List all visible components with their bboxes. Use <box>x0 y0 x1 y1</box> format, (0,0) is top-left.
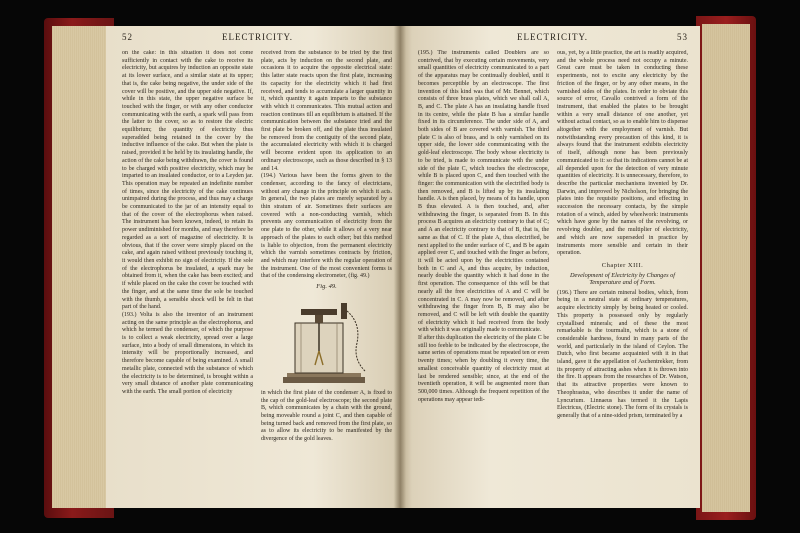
body-text: on the cake: in this situation it does not come sufficiently in contact with the cake to receive its electricity, but acquires by induction an opposite state at its lower surface, and a similar state at its upper; that is, the cake being negative, the under side of the cover will be positive, and the upper side negative. If, while in this state, the upper negative surface be touched with the finger, or with any other conductor communicating with the earth, a spark will pass from the latter to the cover, so as to restore the electric equilibrium; the quantity of electricity thus superadded being retained in the cover by the inductive influence of the cake. But when the plate is raised, provided it be held by its insulating handle, the action of the cake being withdrawn, the cover is found to be charged with positive electricity, which may be imparted to an insulated conductor, or to a Leyden jar. This operation may be repeated an indefinite number of times, since the electricity of the cake continues unimpaired during the process, and thus may a charge be communicated to the jar of an intensity equal to that of the cover of the electrophorus when raised. The instrument has been known, indeed, to retain its power undiminished for months, and may therefore be regarded as a sort of magazine of electricity. It is obvious, that if the cover were simply placed on the cake, and again raised without previously touching it, it would then exhibit no sign of electricity. If the sole of the electrophorus be insulated, a spark may be obtained from it, when the cake has been excited; and if while placed on the cake the cover be touched with the finger, and at the same time the sole be touched with the thumb, a sensible shock will be felt in that part of the hand. (193.) Volta is also the inventor of an instrument acting on the same principle as the electrophorus, and which he termed the condenser, of which the purpose is to collect a weak electricity, spread over a large surface, into a body of small dimensions, in which its intensity will be proportionally increased, and therefore become capable of being examined. A small metallic plate, connected with the substance of which the electricity is to be determined, is brought within a very small distance of another plate communicating with the earth. The small portion of electricity <box>122 50 253 395</box>
text-column <box>122 50 253 444</box>
text-column <box>261 50 392 444</box>
body-text: (195.) The instruments called Doublers are so contrived, that by executing certain movements, very small quantities of electricity communicated to a part of the apparatus may be continually doubled, until it becomes perceptible by an electroscope. The first invention of this kind was that of Mr. Bennet, which consists of three brass plates, which we shall call A, B, and C. The plate A has an insulating handle fixed in its centre, while the plate B has a similar handle fixed in its circumference. The under side of A, and both sides of B are covered with varnish. The third plate C is also of brass, and is only varnished on its upper side, the lower side communicating with the gold-leaf electroscope. The body whose electricity is to be tried, is made to communicate with the under side of the plate C, which touches the electroscope, while B is placed upon C, and then touched with the finger: the communication with the electrified body is then removed, and B is lifted up by its insulating handle. A is then placed, by means of its handle, upon B thus elevated. A is then touched, and, after withdrawing the finger, is separated from B. In this process B acquires an electricity contrary to that of C; and A an electricity contrary to that of B, that is, the same as that of C. If the plate A, thus electrified, be next applied to the under surface of C, and B be again applied over C, and touched with the finger as before, it will be acted upon by the electricities contained both in C and A, and thus acquire, by induction, nearly double the quantity which it had done in the first operation. The consequence of this will be that nearly all the free electricities of A and C will be concentrated in C. A may now be removed, and after withdrawing the finger from B, B may also be removed, and C will be left with double the quantity of electricity which it had received from the body with which it was originally made to communicate. If after this duplication the electricity of the plate C be still too feeble to be indicated by the electroscope, the same series of operations must be repeated ten or even twenty times; when by doubling it every time, the smallest conceivable quantity of electricity must at last be rendered sensible; since, at the end of the twentieth operation, it will be augmented more than 500,000 times. Although the frequent repetition of the operations may appear tedi- <box>418 50 549 403</box>
text-column <box>418 50 549 421</box>
figure-caption: Fig. 49. <box>316 283 337 291</box>
chapter-subtitle: Development of Electricity by Changes of Temperature and of Form. <box>569 271 676 287</box>
open-book <box>44 12 756 527</box>
electrometer-illustration <box>261 293 389 387</box>
body-text: received from the substance to be tried by the first plate, acts by induction on the second plate, and occasions it to acquire the opposite electrical state: this latter state reacts upon the first plate, increasing its capacity for the electricity which it had first received, and tends to accumulate a larger quantity in it, which quantity it again imparts to the substance with which it communicates. This mutual action and reaction continues till an equilibrium is attained. If the communication between the substance tried and the first plate be broken off, and the plate thus insulated be removed from the contiguity of the second plate, the accumulated electricity with which it is charged will become evident upon its application to an ordinary electroscope, such as those described in § 13 and 14. (194.) Various have been the forms given to the condenser, according to the fancy of electricians, without any change in the principle on which it acts. In general, the two plates are merely separated by a thin stratum of air. Sometimes their surfaces are covered with a non-conducting varnish, which prevents any communication of electricity from the one plate to the other, while it allows of a very near approach of the plates to each other; but this method is liable to objection, from the permanent electricity which the varnish sometimes contracts by friction, and which may interfere with the regular operation of the instrument. One of the most convenient forms is that of the condensing electrometer, (fig. 49.) <box>261 50 392 280</box>
left-page <box>106 26 402 508</box>
electrometer-figure <box>261 293 392 387</box>
body-text: in which the first plate of the condenser A, is fixed to the cap of the gold-leaf electroscope; the second plate B, which communicates by a chain with the ground, being moveable round a joint C, and then capable of being turned back and removed from the first plate, so as to allow its electricity to be manifested by the divergence of the gold leaves. <box>261 389 392 443</box>
page-number: 53 <box>677 32 688 42</box>
chapter-title: Chapter XIII. <box>601 261 644 269</box>
page-edges-left <box>52 26 108 508</box>
page-number: 52 <box>122 32 133 42</box>
running-head: ELECTRICITY. <box>221 32 294 42</box>
right-page-header <box>418 32 688 46</box>
running-head: ELECTRICITY. <box>516 32 589 42</box>
left-page-header <box>122 32 392 46</box>
text-column <box>557 50 688 421</box>
body-text: ous, yet, by a little practice, the art is readily acquired, and the whole process need not occupy a minute. Great care must be taken in conducting these experiments, not to excite any electricity by the friction of the finger, or by any other means, in the varnished sides of the plates. In order to obviate this source of error, Cavallo contrived a form of the instrument, that enabled the plates to be brought within a very small distance of one another, yet without actual contact, so as to enable him to dispense altogether with the employment of varnish. But notwithstanding every precaution of this kind, it is always found that the instrument exhibits electricity of itself, although none has been previously communicated to it: so that its indications cannot be at all depended upon for the detection of very minute quantities of electricity. It is unnecessary, therefore, to describe the particular mechanisms invented by Dr. Darwin, and improved by Nicholson, for bringing the plates into the requisite positions, and effecting in succession the necessary contacts, by the simple rotation of a winch, aided by wheelwork: instruments which have gone by the names of the revolving, or revolving doubler, and the multiplier of electricity, and which are now superseded in practice by instruments more sensible and certain in their operation. <box>557 50 688 257</box>
book-gutter <box>394 26 406 508</box>
body-text: (196.) There are certain mineral bodies, which, from being in a neutral state at ordinary temperatures, acquire electricity simply by being heated or cooled. This property is possessed only by regularly crystallised minerals; and of these the most remarkable is the tourmalin, which is a stone of considerable hardness, found in many parts of the world, and particularly in the island of Ceylon. The Dutch, who first became acquainted with it in that island, gave it the appellation of Aschentrekker, from its property of attracting ashes when it is thrown into the fire. It appears from the researches of Dr. Watson, that its attractive properties were known to Theophrastus, who describes it under the name of Lyncurium. Linnaeus has termed it the Lapis Electricus, (Electric stone). The form of its crystals is generally that of a nine-sided prism, terminated by a <box>557 289 688 419</box>
right-page <box>400 26 700 508</box>
page-edges-right <box>702 24 750 512</box>
